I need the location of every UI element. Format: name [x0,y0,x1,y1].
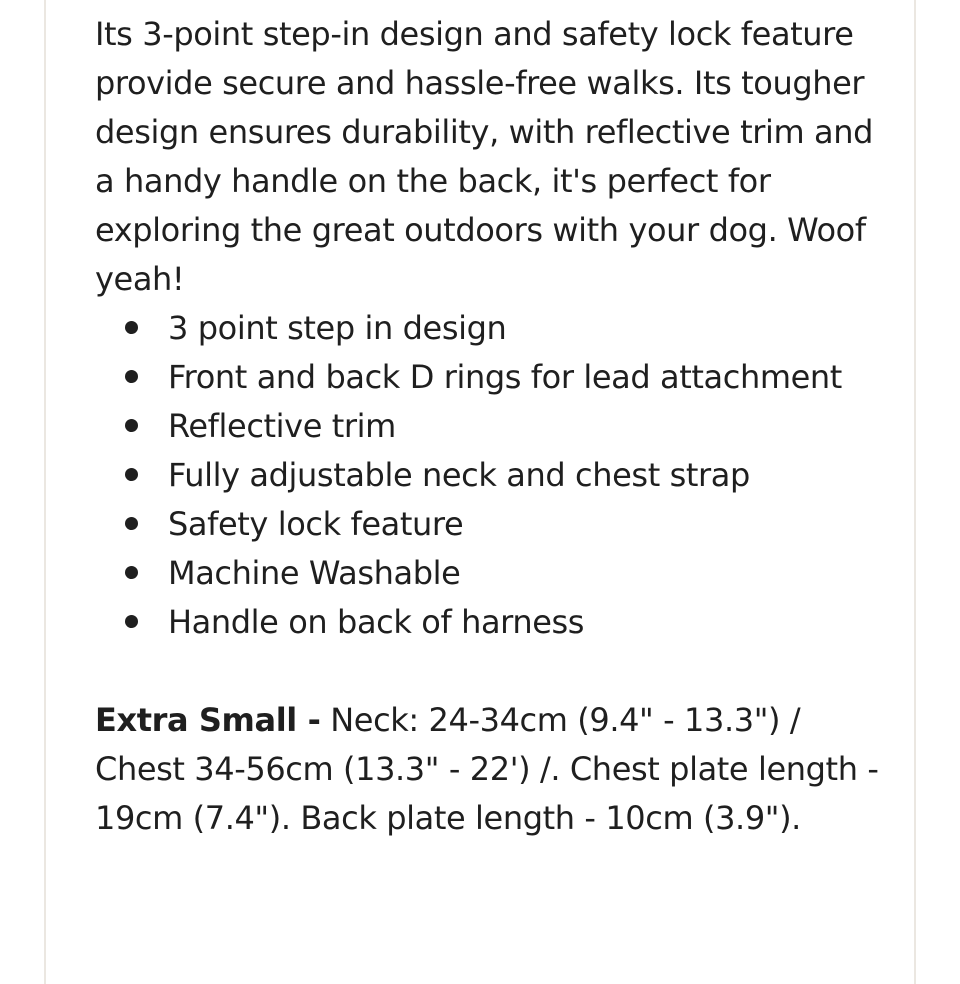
feature-item [95,500,885,549]
product-description: Its 3-point step-in design and safety lock feature provide secure and hassle-free walks. Its tougher design ensures durability, with reflective trim and a handy handle on the back, it's perfect for exploring the great outdoors with your dog. Woof yeah! [95,15,874,298]
feature-text: Fully adjustable neck and chest strap [168,456,750,494]
feature-list [95,304,885,647]
bullet-icon [125,321,138,334]
feature-text: Handle on back of harness [168,603,585,641]
feature-text: Reflective trim [168,407,396,445]
bullet-icon [125,370,138,383]
feature-item [95,451,885,500]
feature-text: Machine Washable [168,554,461,592]
bullet-icon [125,566,138,579]
feature-item [95,549,885,598]
bullet-icon [125,517,138,530]
feature-text: Safety lock feature [168,505,464,543]
size-extra-small [95,696,885,843]
feature-text: 3 point step in design [168,309,507,347]
size-label: Extra Small - [95,701,321,739]
size-details: Neck: 24-34cm (9.4" - 13.3") / Chest 34-56cm (13.3" - 22') /. Chest plate length - 19cm (7.4"). Back plate length - 10cm (3.9"). [95,701,879,837]
bullet-icon [125,468,138,481]
content-border-right [914,0,916,984]
bullet-icon [125,419,138,432]
feature-item [95,402,885,451]
feature-item [95,304,885,353]
feature-text: Front and back D rings for lead attachment [168,358,842,396]
product-description-section [95,10,885,843]
feature-item [95,353,885,402]
feature-item [95,598,885,647]
bullet-icon [125,615,138,628]
content-border-left [44,0,46,984]
